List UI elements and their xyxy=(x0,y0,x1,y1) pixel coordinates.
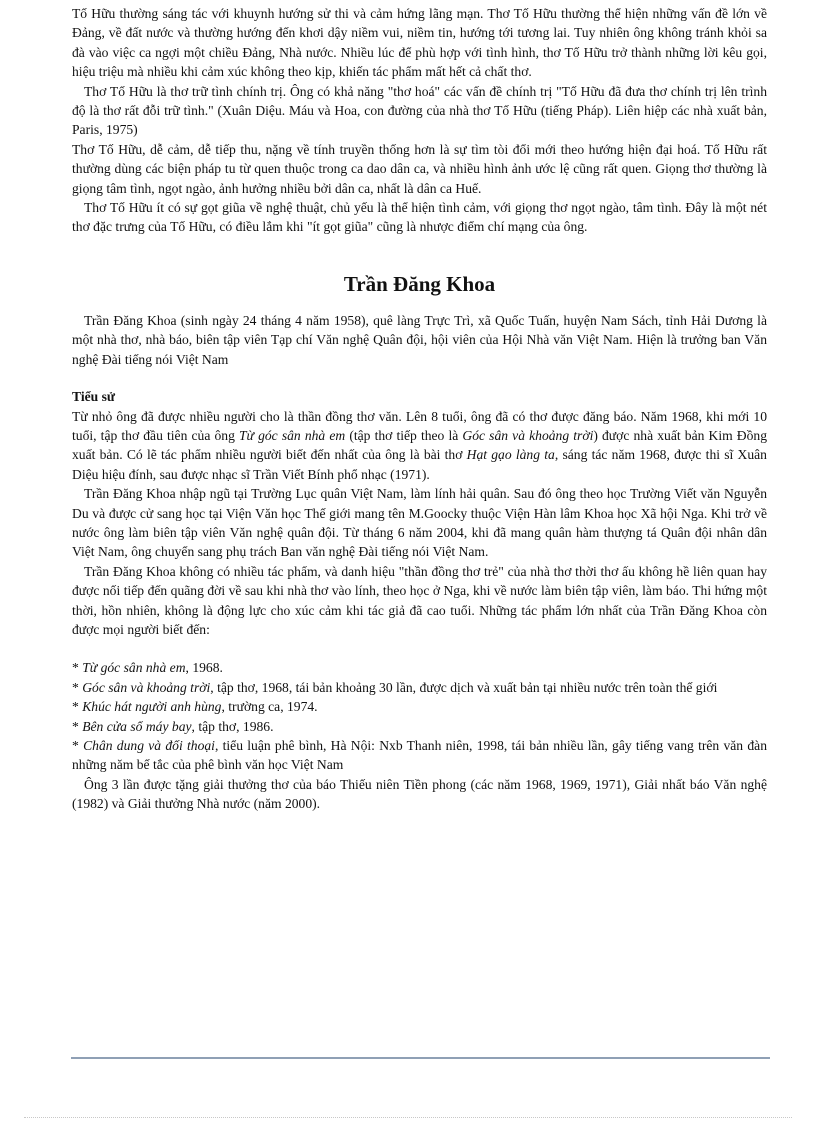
bullet: * xyxy=(72,660,83,676)
work-title: Góc sân và khoảng trời xyxy=(82,679,211,695)
intro-paragraph-3: Thơ Tố Hữu, dễ cảm, dễ tiếp thu, nặng về tính truyền thống hơn là sự tìm tòi đổi mới theo hướng hiện đại hoá. Tố Hữu rất thường dùng các biện pháp tu từ quen thuộc trong ca dao dân ca, và nhiều hình ảnh ước lệ cũng rất quen. Giọng thơ thường là giọng tâm tình, ngọt ngào, ảnh hưởng nhiều bởi dân ca, nhất là dân ca Huế. xyxy=(72,141,767,196)
section-heading: Tiểu sử xyxy=(72,389,116,405)
work-details: , 1968. xyxy=(185,660,223,676)
intro-paragraph-1: Tố Hữu thường sáng tác với khuynh hướng sử thi và cảm hứng lãng mạn. Thơ Tố Hữu thường thể hiện những vấn đề lớn về Đảng, về đất nước và thường hướng đến khơi dậy niềm vui, niềm tin, hướng tới tương lai. Tuy nhiên ông không tránh khỏi sa đà vào việc ca ngợi một chiều Đảng, Nhà nước. Nhiều lúc để phù hợp với tình hình, thơ Tố Hữu trở thành những lời kêu gọi, hiệu triệu mà nhiều khi cảm xúc không theo kịp, khiến tác phẩm mất hết cả chất thơ. xyxy=(72,6,767,80)
intro-paragraph-2: Thơ Tố Hữu là thơ trữ tình chính trị. Ông có khả năng "thơ hoá" các vấn đề chính trị "Tố Hữu đã đưa thơ chính trị lên trình độ là thơ rất đỗi trữ tình." (Xuân Diệu. Máu và Hoa, con đường của nhà thơ Tố Hữu (tiếng Pháp). Liên hiệp các nhà xuất bản, Paris, 1975) xyxy=(72,83,767,138)
works-list-item xyxy=(72,717,767,736)
work-details: , tiểu luận phê bình, Hà Nội: Nxb Thanh niên, 1998, tái bản nhiều lần, gây tiếng vang trên văn đàn những năm bế tắc của phê bình văn học Việt Nam xyxy=(72,738,767,773)
work-details: , tập thơ, 1986. xyxy=(191,718,274,734)
work-title: Chân dung và đối thoại xyxy=(83,738,215,753)
bio-p1-text-a: Từ nhỏ ông đã được nhiều người cho là thần đồng thơ văn. Lên 8 tuổi, ông đã có thơ được đăng báo. Năm 1968, khi mới 10 tuổi, tập thơ đầu tiên của ông xyxy=(72,408,767,443)
bio-p1-text-e: ) được nhà xuất bản Kim Đồng xuất bản. Có lẽ tác phẩm nhiều người biết đến nhất của ông là bài thơ xyxy=(72,427,768,463)
bio-intro-paragraph: Trần Đăng Khoa (sinh ngày 24 tháng 4 năm 1958), quê làng Trực Trì, xã Quốc Tuấn, huyện Nam Sách, tỉnh Hải Dương là một nhà thơ, nhà báo, biên tập viên Tạp chí Văn nghệ Quân đội, hội viên của Hội Nhà văn Việt Nam. Hiện là trưởng ban Văn nghệ Đài tiếng nói Việt Nam xyxy=(72,312,767,367)
bio-paragraph-1 xyxy=(72,407,767,485)
bio-p1-text-c: (tập thơ tiếp theo là xyxy=(345,427,463,443)
bullet: * xyxy=(72,738,84,753)
poem-title-hat-gao: Hạt gạo làng ta xyxy=(466,447,555,463)
page-title: Trần Đăng Khoa xyxy=(343,271,496,296)
blank-line xyxy=(72,639,767,658)
work-title: Từ góc sân nhà em xyxy=(82,660,186,676)
work-title: Khúc hát người anh hùng xyxy=(82,699,222,715)
book-title-tu-goc-san: Từ góc sân nhà em xyxy=(239,427,346,443)
awards-paragraph: Ông 3 lần được tặng giải thưởng thơ của báo Thiếu niên Tiền phong (các năm 1968, 1969, 1971), Giải nhất báo Văn nghệ (1982) và Giải thưởng Nhà nước (năm 2000). xyxy=(72,776,767,812)
bio-paragraph-2: Trần Đăng Khoa nhập ngũ tại Trường Lục quân Việt Nam, làm lính hải quân. Sau đó ông theo học Trường Viết văn Nguyễn Du và được cử sang học tại Viện Văn học Thế giới mang tên M.Goocky thuộc Viện Hàn lâm Khoa học Xã hội Nga. Khi trở về nước ông làm biên tập viên Văn nghệ quân đội. Từ tháng 6 năm 2004, khi đã mang quân hàm thượng tá Quân đội nhân dân Việt Nam, ông chuyển sang phụ trách Ban văn nghệ Đài tiếng nói Việt Nam. xyxy=(72,486,767,560)
bio-paragraph-3: Trần Đăng Khoa không có nhiều tác phẩm, và danh hiệu "thần đồng thơ trẻ" của nhà thơ thời thơ ấu không hề liên quan hay được nối tiếp đến quãng đời về sau khi nhà thơ vào lính, theo học ở Nga, khi về nước làm biên tập viên, làm báo. Thi hứng một thời, hồn nhiên, không là động lực cho xúc cảm khi tác giả đã cao tuổi. Những tác phẩm lớn nhất của Trần Đăng Khoa còn được mọi người biết đến: xyxy=(72,563,767,637)
page-bottom-dotted-line xyxy=(24,1117,792,1118)
works-list-item xyxy=(72,736,767,775)
works-list-item xyxy=(72,697,767,716)
bullet: * xyxy=(72,699,83,715)
document-page xyxy=(72,4,767,814)
book-title-goc-san: Góc sân và khoảng trời xyxy=(462,427,594,443)
bullet: * xyxy=(72,679,83,695)
bullet: * xyxy=(72,718,83,734)
work-details: , tập thơ, 1968, tái bản khoảng 30 lần, được dịch và xuất bản tại nhiều nước trên toàn thế giới xyxy=(210,679,718,695)
work-details: , trường ca, 1974. xyxy=(221,699,318,715)
intro-paragraph-4: Thơ Tố Hữu ít có sự gọt giũa về nghệ thuật, chủ yếu là thể hiện tình cảm, với giọng thơ ngọt ngào, tâm tình. Đây là một nét thơ đặc trưng của Tố Hữu, có điều lắm khi "ít gọt giũa" cũng là nhược điểm chí mạng của ông. xyxy=(72,200,767,235)
footer-divider xyxy=(71,1057,770,1059)
work-title: Bên cửa sổ máy bay xyxy=(82,718,192,734)
works-list-item xyxy=(72,678,767,697)
works-list-item xyxy=(72,658,767,677)
bio-p1-text-g: , sáng tác năm 1968, được thi sĩ Xuân Diệu hiệu đính, sau được nhạc sĩ Trần Viết Bính phổ nhạc (1971). xyxy=(72,447,767,482)
